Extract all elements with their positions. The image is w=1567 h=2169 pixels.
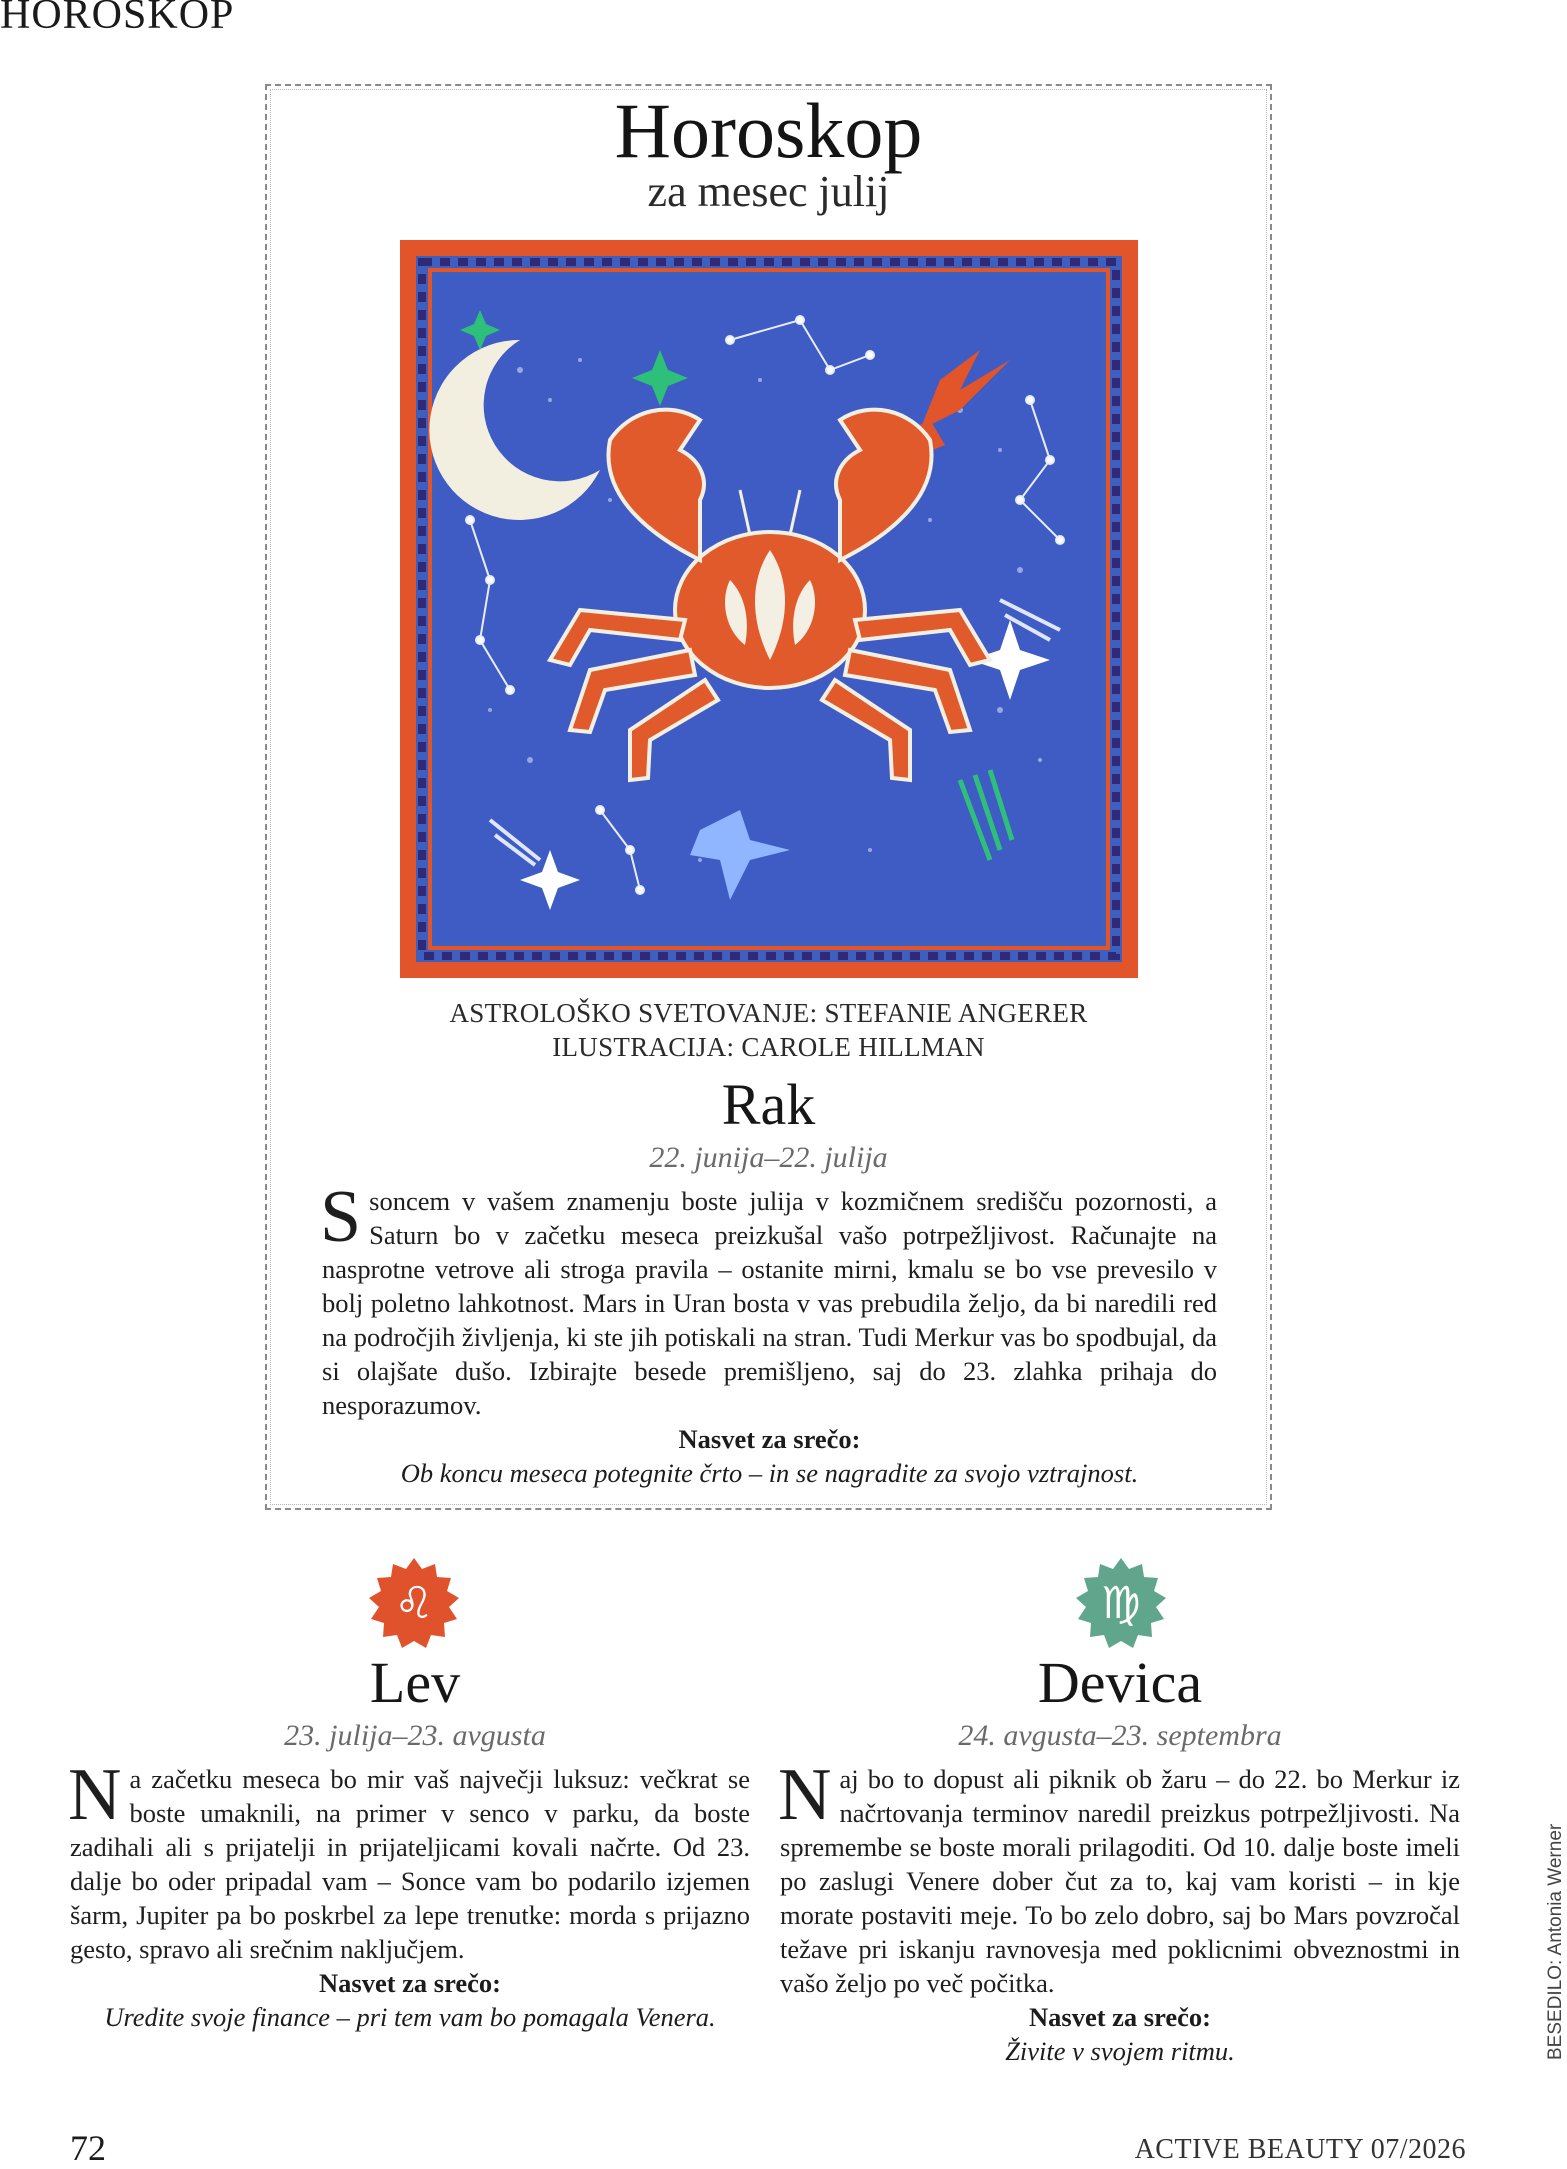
page-title: Horoskop [614, 87, 923, 174]
sign-body-devica [778, 1754, 1460, 2068]
tip-text: Uredite svoje finance – pri tem vam bo pomagala Venera. [104, 2002, 716, 2032]
magazine-issue: ACTIVE BEAUTY 07/2026 [1134, 2134, 1466, 2165]
leo-symbol: ♌ [394, 1578, 434, 1629]
tip-text: Živite v svojem ritmu. [1005, 2036, 1235, 2066]
text-credit: BESEDILO: Antonia Werner [1545, 1823, 1566, 2060]
dropcap: N [778, 1754, 832, 1836]
sign-title-devica: Devica [1037, 1650, 1203, 1715]
dropcap: N [68, 1754, 122, 1836]
tip-text: Ob koncu meseca potegnite črto – in se nagradite za svojo vztrajnost. [400, 1458, 1139, 1488]
sign-text-devica [778, 1754, 1460, 2000]
sign-title-lev: Lev [369, 1650, 461, 1715]
virgo-symbol: ♍ [1101, 1578, 1141, 1629]
body-paragraph: aj bo to dopust ali piknik ob žaru – do 22. bo Merkur iz načrtovanja terminov naredil preizkus potrpežljivosti. Na spremembe se boste morali prilagoditi. Od 10. dalje boste imeli po zaslugi Venere dober čut za to, kaj vam koristi – in kje morate postaviti meje. To bo zelo dobro, saj bo Mars povzročal težave pri iskanju ravnovesja med poklicnimi obveznostmi in vašo željo po več počitka. [780, 1764, 1460, 1998]
tip-label: Nasvet za srečo: [319, 1968, 501, 1998]
page-number: 72 [70, 2128, 106, 2168]
sign-dates-rak: 22. junija–22. julija [649, 1141, 888, 1174]
virgo-sign-icon [1074, 1556, 1168, 1650]
sign-body-lev [68, 1754, 750, 2034]
section-label: HOROSKOP [0, 0, 235, 38]
sign-text-lev [68, 1754, 750, 1966]
credit-astrology: ASTROLOŠKO SVETOVANJE: STEFANIE ANGERER [449, 998, 1088, 1028]
sign-dates-lev: 23. julija–23. avgusta [284, 1719, 546, 1752]
sign-text-rak [320, 1176, 1217, 1422]
credit-illustration: ILUSTRACIJA: CAROLE HILLMAN [552, 1032, 985, 1062]
tip-label: Nasvet za srečo: [1029, 2002, 1211, 2032]
dropcap: S [320, 1176, 362, 1258]
sign-dates-devica: 24. avgusta–23. septembra [958, 1719, 1282, 1752]
tip-label: Nasvet za srečo: [678, 1424, 861, 1454]
page-subtitle: za mesec julij [647, 167, 890, 216]
body-paragraph: a začetku meseca bo mir vaš največji luksuz: večkrat se boste umaknili, na primer v senco v parku, da boste zadihali ali s prijatelji in prijateljicami kovali načrte. Od 23. dalje bo oder pripadal vam – Sonce vam bo podarilo izjemen šarm, Jupiter pa bo poskrbel za lepe trenutke: morda s prijazno gesto, spravo ali srečnim naključjem. [70, 1764, 750, 1964]
crab-zodiac-illustration [400, 240, 1138, 978]
body-paragraph: soncem v vašem znamenju boste julija v kozmičnem središču pozornosti, a Saturn bo v začetku meseca preizkušal vašo potrpežljivost. Računajte na nasprotne vetrove ali stroga pravila – ostanite mirni, kmalu se bo vse prevesilo v bolj poletno lahkotnost. Mars in Uran bosta v vas prebudila željo, da bi naredili red na področjih življenja, ki ste jih potiskali na stran. Tudi Merkur vas bo spodbujal, da si olajšate dušo. Izbirajte besede premišljeno, saj do 23. zlahka prihaja do nesporazumov. [322, 1186, 1217, 1420]
leo-sign-icon [367, 1556, 461, 1650]
sign-body-rak [320, 1176, 1217, 1490]
sign-title-rak: Rak [721, 1072, 816, 1137]
